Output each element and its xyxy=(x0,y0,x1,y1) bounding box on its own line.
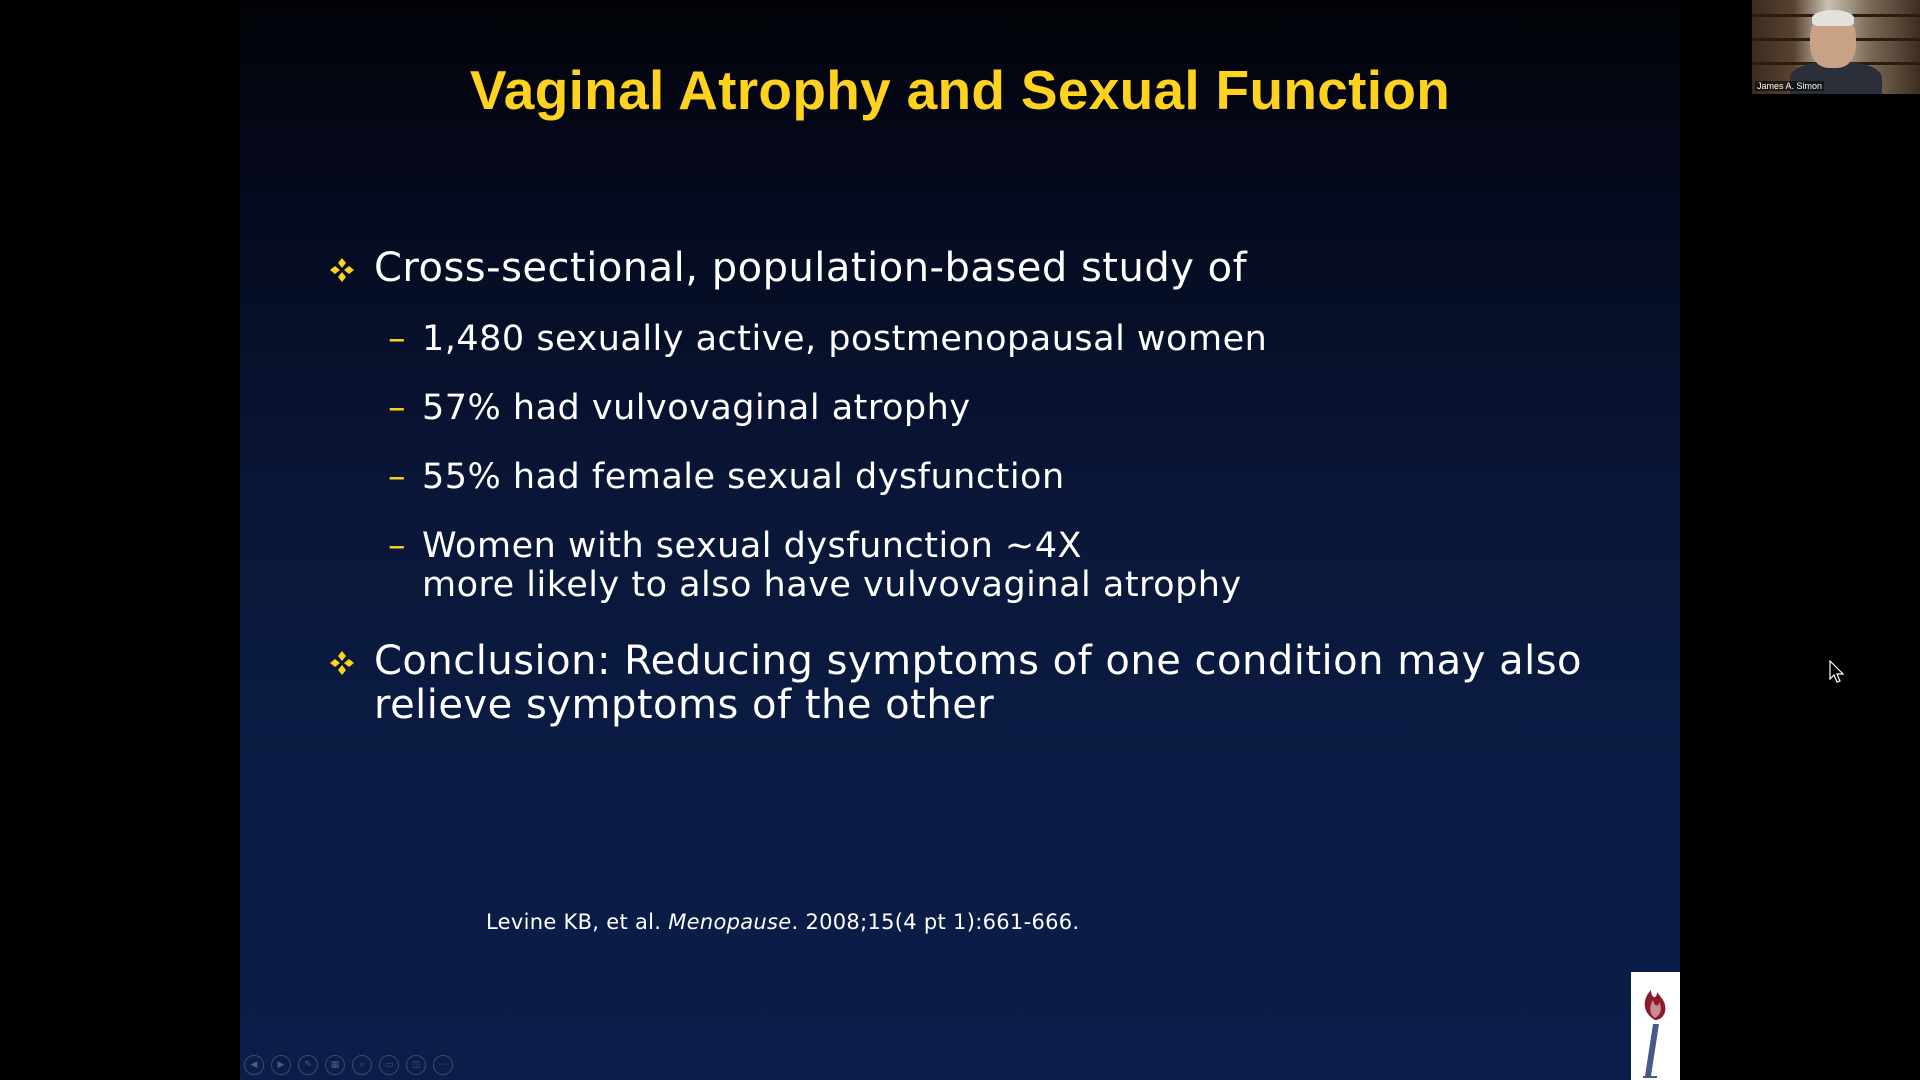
dash-marker: – xyxy=(388,526,406,566)
subitem-text: 57% had vulvovaginal atrophy xyxy=(422,388,971,428)
citation-authors: Levine KB, et al. xyxy=(486,910,669,934)
zoom-icon[interactable]: ⌕ xyxy=(352,1055,372,1075)
subitem-text: 1,480 sexually active, postmenopausal women xyxy=(422,319,1268,359)
slideshow-toolbar xyxy=(244,1055,453,1077)
hide-video-icon[interactable]: ◫ xyxy=(406,1055,426,1075)
conclusion-line-1: Conclusion: Reducing symptoms of one condition may also xyxy=(374,638,1583,684)
dash-marker: – xyxy=(388,319,406,359)
participant-hair xyxy=(1812,10,1854,26)
citation-journal: Menopause xyxy=(668,910,792,934)
slide-title: Vaginal Atrophy and Sexual Function xyxy=(469,59,1451,121)
torch-logo-icon xyxy=(1631,972,1680,1080)
pen-icon[interactable]: ✎ xyxy=(298,1055,318,1075)
bullet-text: Cross-sectional, population-based study of xyxy=(374,245,1248,291)
subtitles-icon[interactable]: ▭ xyxy=(379,1055,399,1075)
slides-icon[interactable]: ▦ xyxy=(325,1055,345,1075)
four-diamond-bullet-icon xyxy=(328,256,356,284)
subitem-text-line-1: Women with sexual dysfunction ~4X xyxy=(422,526,1082,566)
mouse-cursor-icon xyxy=(1829,660,1845,684)
citation-details: . 2008;15(4 pt 1):661-666. xyxy=(791,910,1080,934)
subitem-text: 55% had female sexual dysfunction xyxy=(422,457,1065,497)
next-icon[interactable]: ▶ xyxy=(271,1055,291,1075)
subitem-text-line-2: more likely to also have vulvovaginal atrophy xyxy=(422,565,1242,605)
citation xyxy=(486,910,1079,934)
society-logo xyxy=(1631,972,1680,1080)
participant-name: James A. Simon xyxy=(1757,81,1823,91)
four-diamond-bullet-icon xyxy=(328,649,356,677)
previous-icon[interactable]: ◀ xyxy=(244,1055,264,1075)
presentation-slide xyxy=(240,0,1680,1080)
more-icon[interactable]: ⋯ xyxy=(433,1055,453,1075)
dash-marker: – xyxy=(388,457,406,497)
webcam-thumbnail[interactable] xyxy=(1752,0,1920,94)
conclusion-line-2: relieve symptoms of the other xyxy=(374,682,995,728)
dash-marker: – xyxy=(388,388,406,428)
